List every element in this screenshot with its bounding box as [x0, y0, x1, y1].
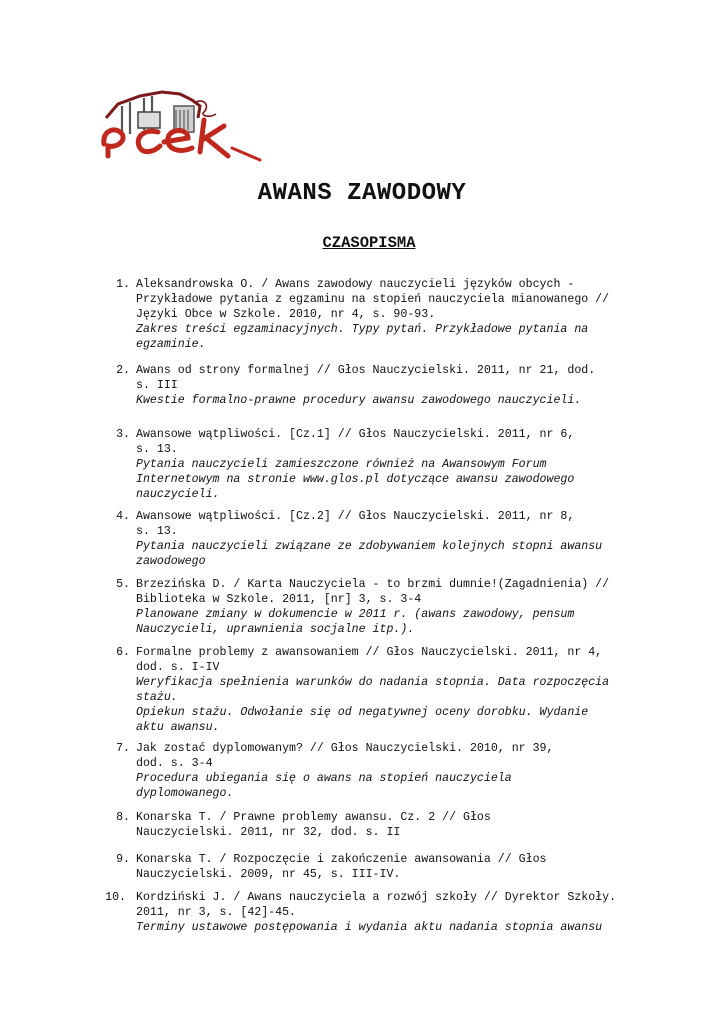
citation-line: s. 13.	[136, 525, 178, 538]
logo-icon	[100, 86, 264, 162]
annotation-line: dyplomowanego.	[136, 787, 234, 800]
item-number: 9.	[116, 853, 130, 866]
citation-line: s. 13.	[136, 443, 178, 456]
annotation-line: zawodowego	[136, 555, 206, 568]
annotation-line: nauczycieli.	[136, 488, 220, 501]
citation-line: Awansowe wątpliwości. [Cz.1] // Głos Nauczycielski. 2011, nr 6,	[136, 428, 575, 441]
item-body	[136, 741, 656, 801]
citation-line: Awansowe wątpliwości. [Cz.2] // Głos Nauczycielski. 2011, nr 8,	[136, 510, 575, 523]
citation-line: 2011, nr 3, s. [42]-45.	[136, 906, 297, 919]
annotation-line: egzaminie.	[136, 338, 206, 351]
citation-line: Formalne problemy z awansowaniem // Głos Nauczycielski. 2011, nr 4,	[136, 646, 603, 659]
item-body	[136, 852, 656, 882]
item-number: 7.	[116, 742, 130, 755]
annotation-line: aktu awansu.	[136, 721, 220, 734]
annotation-line: Zakres treści egzaminacyjnych. Typy pytań. Przykładowe pytania na	[136, 323, 589, 336]
item-body	[136, 277, 656, 352]
page-title: AWANS ZAWODOWY	[257, 180, 467, 207]
citation-line: Konarska T. / Rozpoczęcie i zakończenie awansowania // Głos	[136, 853, 547, 866]
section-heading: CZASOPISMA	[322, 234, 416, 252]
annotation-line: Planowane zmiany w dokumencie w 2011 r. (awans zawodowy, pensum	[136, 608, 575, 621]
annotation-line: Pytania nauczycieli związane ze zdobywaniem kolejnych stopni awansu	[136, 540, 603, 553]
citation-line: dod. s. I-IV	[136, 661, 220, 674]
item-body	[136, 363, 656, 408]
annotation-line: Opiekun stażu. Odwołanie się od negatywnej oceny dorobku. Wydanie	[136, 706, 589, 719]
annotation-line: Internetowym na stronie www.glos.pl dotyczące awansu zawodowego	[136, 473, 575, 486]
citation-line: Przykładowe pytania z egzaminu na stopień nauczyciela mianowanego //	[136, 293, 610, 306]
annotation-line: Nauczycieli, uprawnienia socjalne itp.).	[136, 623, 415, 636]
citation-line: Kordziński J. / Awans nauczyciela a rozwój szkoły // Dyrektor Szkoły.	[136, 891, 617, 904]
item-body	[136, 890, 656, 935]
item-number: 10.	[105, 891, 126, 904]
citation-line: Brzezińska D. / Karta Nauczyciela - to brzmi dumnie!(Zagadnienia) //	[136, 578, 610, 591]
item-number: 6.	[116, 646, 130, 659]
annotation-line: Kwestie formalno-prawne procedury awansu zawodowego nauczycieli.	[136, 394, 582, 407]
item-body	[136, 427, 656, 502]
item-body	[136, 645, 656, 735]
annotation-line: Pytania nauczycieli zamieszczone również na Awansowym Forum	[136, 458, 547, 471]
item-number: 8.	[116, 811, 130, 824]
item-number: 2.	[116, 364, 130, 377]
item-body	[136, 509, 656, 569]
item-number: 5.	[116, 578, 130, 591]
pcek-logo	[100, 86, 264, 162]
annotation-line: Weryfikacja spełnienia warunków do nadania stopnia. Data rozpoczęcia	[136, 676, 610, 689]
citation-line: Nauczycielski. 2009, nr 45, s. III-IV.	[136, 868, 401, 881]
item-number: 3.	[116, 428, 130, 441]
annotation-line: Terminy ustawowe postępowania i wydania aktu nadania stopnia awansu	[136, 921, 603, 934]
citation-line: Konarska T. / Prawne problemy awansu. Cz. 2 // Głos	[136, 811, 491, 824]
citation-line: Biblioteka w Szkole. 2011, [nr] 3, s. 3-4	[136, 593, 422, 606]
item-body	[136, 810, 656, 840]
citation-line: s. III	[136, 379, 178, 392]
citation-line: Nauczycielski. 2011, nr 32, dod. s. II	[136, 826, 401, 839]
item-number: 4.	[116, 510, 130, 523]
item-number: 1.	[116, 278, 130, 291]
citation-line: dod. s. 3-4	[136, 757, 213, 770]
citation-line: Jak zostać dyplomowanym? // Głos Nauczycielski. 2010, nr 39,	[136, 742, 554, 755]
annotation-line: Procedura ubiegania się o awans na stopień nauczyciela	[136, 772, 512, 785]
annotation-line: stażu.	[136, 691, 178, 704]
citation-line: Awans od strony formalnej // Głos Nauczycielski. 2011, nr 21, dod.	[136, 364, 596, 377]
citation-line: Aleksandrowska O. / Awans zawodowy nauczycieli języków obcych -	[136, 278, 575, 291]
item-body	[136, 577, 656, 637]
citation-line: Języki Obce w Szkole. 2010, nr 4, s. 90-93.	[136, 308, 436, 321]
